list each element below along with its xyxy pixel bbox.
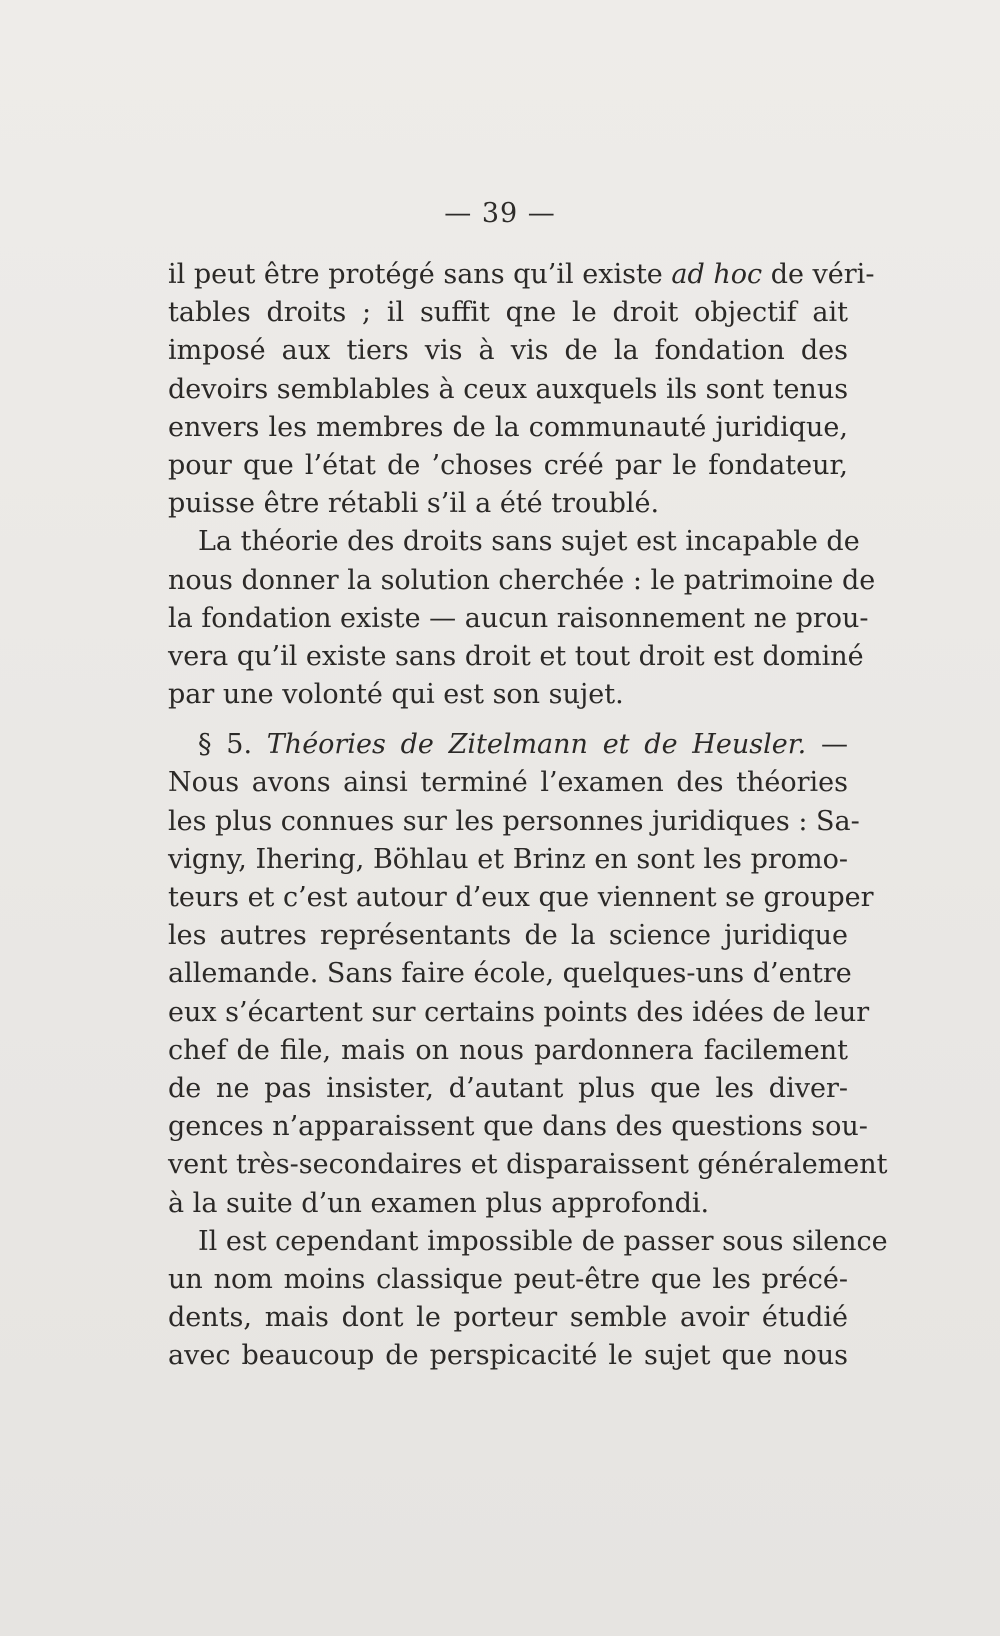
italic-phrase: ad hoc: [671, 259, 763, 290]
section-5-paragraph: [168, 726, 888, 1222]
section-gap: [168, 714, 848, 726]
text-line: allemande. Sans faire école, quelques-uns d’entre: [168, 958, 852, 990]
text-line: par une volonté qui est son sujet.: [168, 679, 624, 711]
text-line: gences n’apparaissent que dans des questions sou-: [168, 1111, 868, 1143]
text-line: les autres représentants de la science juridique: [168, 920, 848, 952]
section-number: § 5.: [198, 729, 253, 761]
body-text: [168, 256, 888, 1375]
text-line: Nous avons ainsi terminé l’examen des théories: [168, 767, 848, 799]
text-line: dents, mais dont le porteur semble avoir étudié: [168, 1302, 848, 1334]
paragraph-1: [168, 256, 875, 523]
text-line: Il est cependant impossible de passer sous silence: [198, 1225, 888, 1257]
text-line: pour que l’état de ’choses créé par le fondateur,: [168, 449, 848, 481]
section-dash: —: [820, 729, 848, 761]
text-line: les plus connues sur les personnes juridiques : Sa-: [168, 805, 860, 837]
text-line: vigny, Ihering, Böhlau et Brinz en sont les promo-: [168, 843, 848, 875]
text-line: nous donner la solution cherchée : le patrimoine de: [168, 564, 876, 596]
paragraph-2: [168, 523, 876, 714]
text-line: vera qu’il existe sans droit et tout droit est dominé: [168, 640, 864, 672]
section-title: Théories de Zitelmann et de Heusler.: [266, 729, 807, 761]
text-line: eux s’écartent sur certains points des idées de leur: [168, 996, 870, 1028]
text-line: devoirs semblables à ceux auxquels ils sont tenus: [168, 373, 849, 405]
text-line: puisse être rétabli s’il a été troublé.: [168, 488, 660, 520]
paragraph-4: [168, 1223, 888, 1376]
text-line: un nom moins classique peut-être que les précé-: [168, 1263, 848, 1295]
text-span: de véri-: [770, 259, 875, 290]
text-line: à la suite d’un examen plus approfondi.: [168, 1187, 710, 1219]
text-line: de ne pas insister, d’autant plus que les diver-: [168, 1072, 848, 1104]
text-span: il peut être protégé sans qu’il existe: [168, 259, 663, 290]
text-line: la fondation existe — aucun raisonnement ne prou-: [168, 602, 869, 634]
text-line: teurs et c’est autour d’eux que viennent se grouper: [168, 882, 874, 913]
text-line: tables droits ; il suffit qne le droit objectif ait: [168, 297, 848, 329]
text-line: envers les membres de la communauté juridique,: [168, 411, 848, 443]
text-line: chef de file, mais on nous pardonnera facilement: [168, 1034, 848, 1066]
section-heading-line: [168, 726, 848, 764]
text-line: avec beaucoup de perspicacité le sujet que nous: [168, 1340, 848, 1372]
page-number: — 39 —: [444, 198, 556, 229]
text-line: La théorie des droits sans sujet est incapable de: [198, 526, 860, 558]
text-line: imposé aux tiers vis à vis de la fondation des: [168, 335, 848, 367]
text-line: [168, 256, 875, 294]
text-line: vent très-secondaires et disparaissent généralement: [168, 1149, 888, 1181]
